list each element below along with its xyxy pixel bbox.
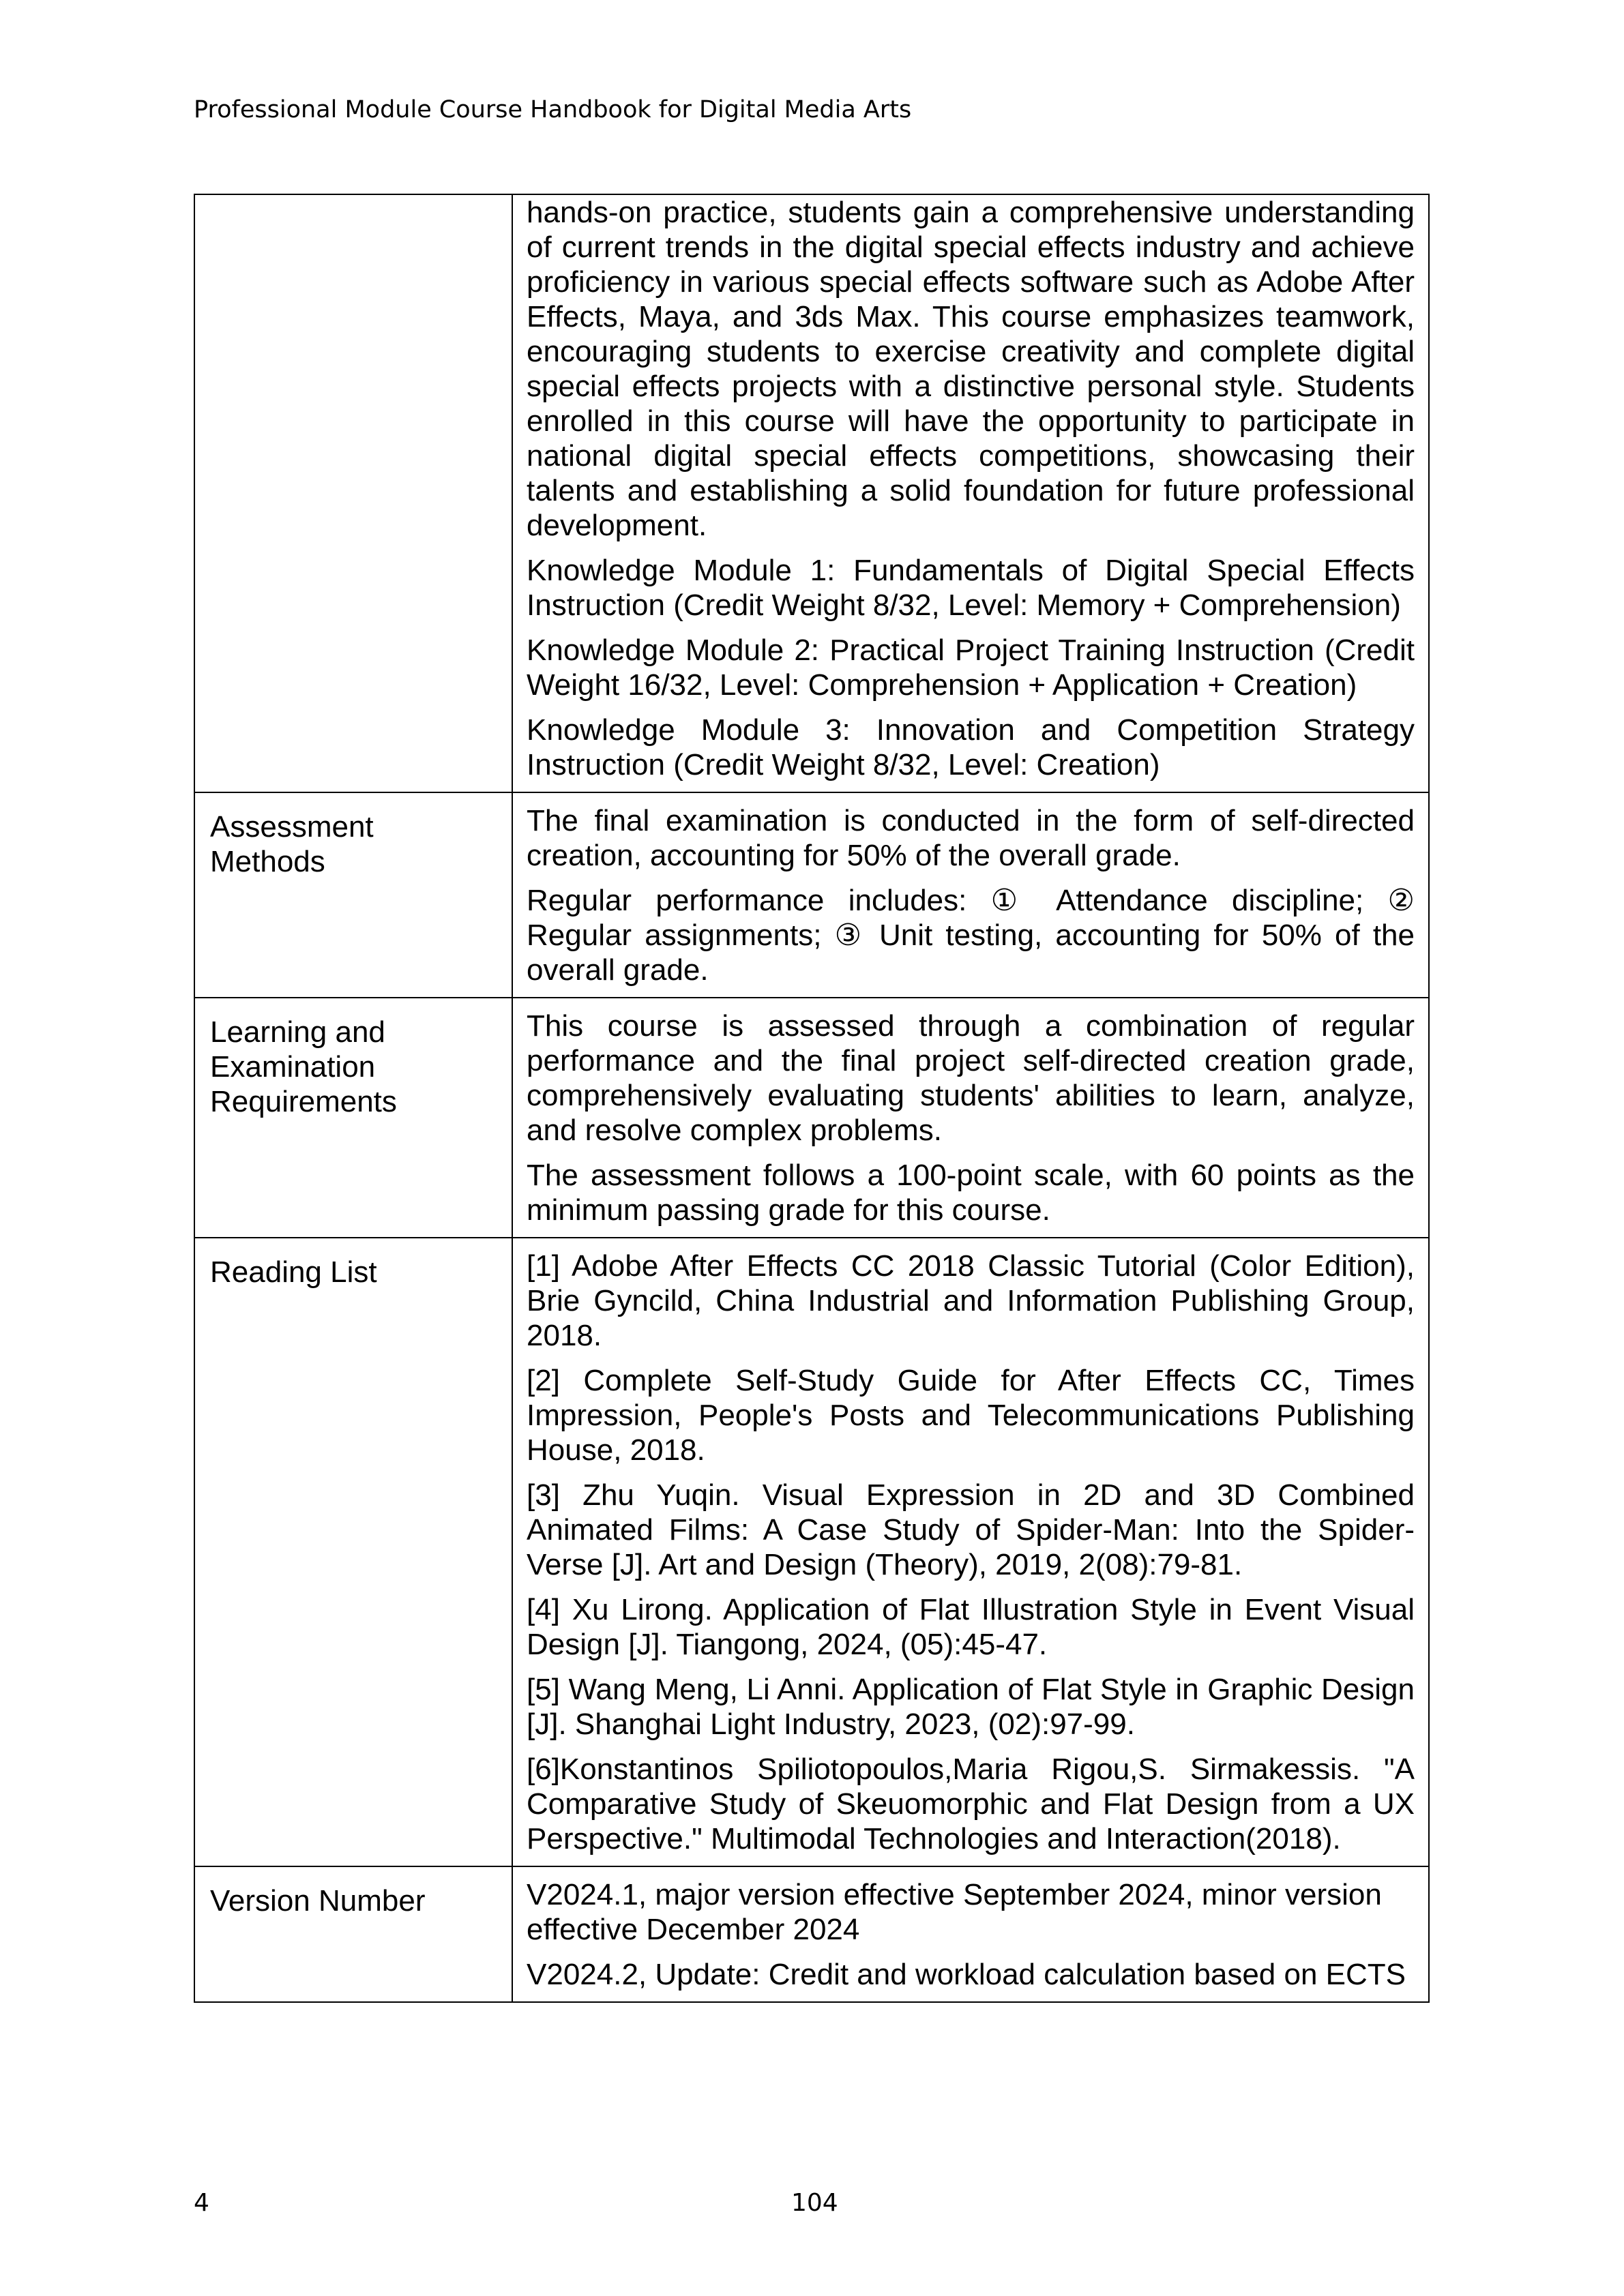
assessment-final-exam: The final examination is conducted in the form of self-directed creation, accounting for 50% of the overall grade. xyxy=(527,804,1415,872)
course-description-paragraph: hands-on practice, students gain a comprehensive understanding of current trends in the digital special effects industry and achieve proficiency in various special effects software such as Adobe After Effects, Maya, and 3ds Max. This course emphasizes teamwork, encouraging students to exercise creativity and complete digital special effects projects with a distinctive personal style. Students enrolled in this course will have the opportunity to participate in national digital special effects competitions, showcasing their talents and establishing a solid foundation for future professional development. xyxy=(527,196,1415,542)
row-label-cell xyxy=(194,998,512,1238)
row-label: Assessment Methods xyxy=(210,810,374,878)
reading-list-item: [4] Xu Lirong. Application of Flat Illustration Style in Event Visual Design [J]. Tiangong, 2024, (05):45-47. xyxy=(527,1593,1415,1661)
requirements-paragraph: This course is assessed through a combination of regular performance and the final project self-directed creation grade, comprehensively evaluating students' abilities to learn, analyze, and resolve complex problems. xyxy=(527,1009,1415,1147)
version-entry: V2024.2, Update: Credit and workload calculation based on ECTS xyxy=(527,1958,1406,1991)
row-label: Learning and Examination Requirements xyxy=(210,1015,397,1118)
table-row-assessment-methods xyxy=(194,792,1429,998)
row-label-cell xyxy=(194,792,512,998)
reading-list-item: [2] Complete Self-Study Guide for After Effects CC, Times Impression, People's Posts and Telecommunications Publishing House, 2018. xyxy=(527,1364,1415,1467)
row-content-cell xyxy=(512,792,1429,998)
table-row-course-content xyxy=(194,194,1429,792)
reading-list-item: [1] Adobe After Effects CC 2018 Classic Tutorial (Color Edition), Brie Gyncild, China Industrial and Information Publishing Group, 2018. xyxy=(527,1249,1415,1352)
row-label-cell xyxy=(194,194,512,792)
table-row-reading-list xyxy=(194,1238,1429,1866)
row-content-cell xyxy=(512,998,1429,1238)
page-number: 104 xyxy=(791,2189,838,2217)
table-row-learning-requirements xyxy=(194,998,1429,1238)
reading-list-item: [3] Zhu Yuqin. Visual Expression in 2D and 3D Combined Animated Films: A Case Study of Spider-Man: Into the Spider-Verse [J]. Art and Design (Theory), 2019, 2(08):79-81. xyxy=(527,1478,1415,1581)
row-content-cell xyxy=(512,1238,1429,1866)
running-header: Professional Module Course Handbook for Digital Media Arts xyxy=(194,96,912,123)
course-details-table xyxy=(194,194,1430,2003)
reading-list-item: [5] Wang Meng, Li Anni. Application of Flat Style in Graphic Design [J]. Shanghai Light Industry, 2023, (02):97-99. xyxy=(527,1673,1415,1741)
row-label: Reading List xyxy=(210,1255,377,1289)
version-entry: V2024.1, major version effective September 2024, minor version effective December 2024 xyxy=(527,1878,1382,1946)
row-label xyxy=(195,195,512,211)
knowledge-module-3: Knowledge Module 3: Innovation and Competition Strategy Instruction (Credit Weight 8/32, Level: Creation) xyxy=(527,713,1415,781)
knowledge-module-2: Knowledge Module 2: Practical Project Training Instruction (Credit Weight 16/32, Level: Comprehension + Application + Creation) xyxy=(527,633,1415,702)
row-label-cell xyxy=(194,1238,512,1866)
row-label: Version Number xyxy=(210,1884,426,1918)
assessment-regular-performance: Regular performance includes: ① Attendance discipline; ② Regular assignments; ③ Unit testing, accounting for 50% of the overall grade. xyxy=(527,884,1415,987)
knowledge-module-1: Knowledge Module 1: Fundamentals of Digital Special Effects Instruction (Credit Weight 8/32, Level: Memory + Comprehension) xyxy=(527,554,1415,622)
table-row-version-number xyxy=(194,1866,1429,2002)
reading-list-item: [6]Konstantinos Spiliotopoulos,Maria Rigou,S. Sirmakessis. "A Comparative Study of Skeuomorphic and Flat Design from a UX Perspective." Multimodal Technologies and Interaction(2018). xyxy=(527,1753,1415,1855)
row-content-cell xyxy=(512,1866,1429,2002)
requirements-paragraph: The assessment follows a 100-point scale, with 60 points as the minimum passing grade for this course. xyxy=(527,1159,1415,1227)
row-label-cell xyxy=(194,1866,512,2002)
footer-left-number: 4 xyxy=(194,2189,209,2217)
row-content-cell xyxy=(512,194,1429,792)
